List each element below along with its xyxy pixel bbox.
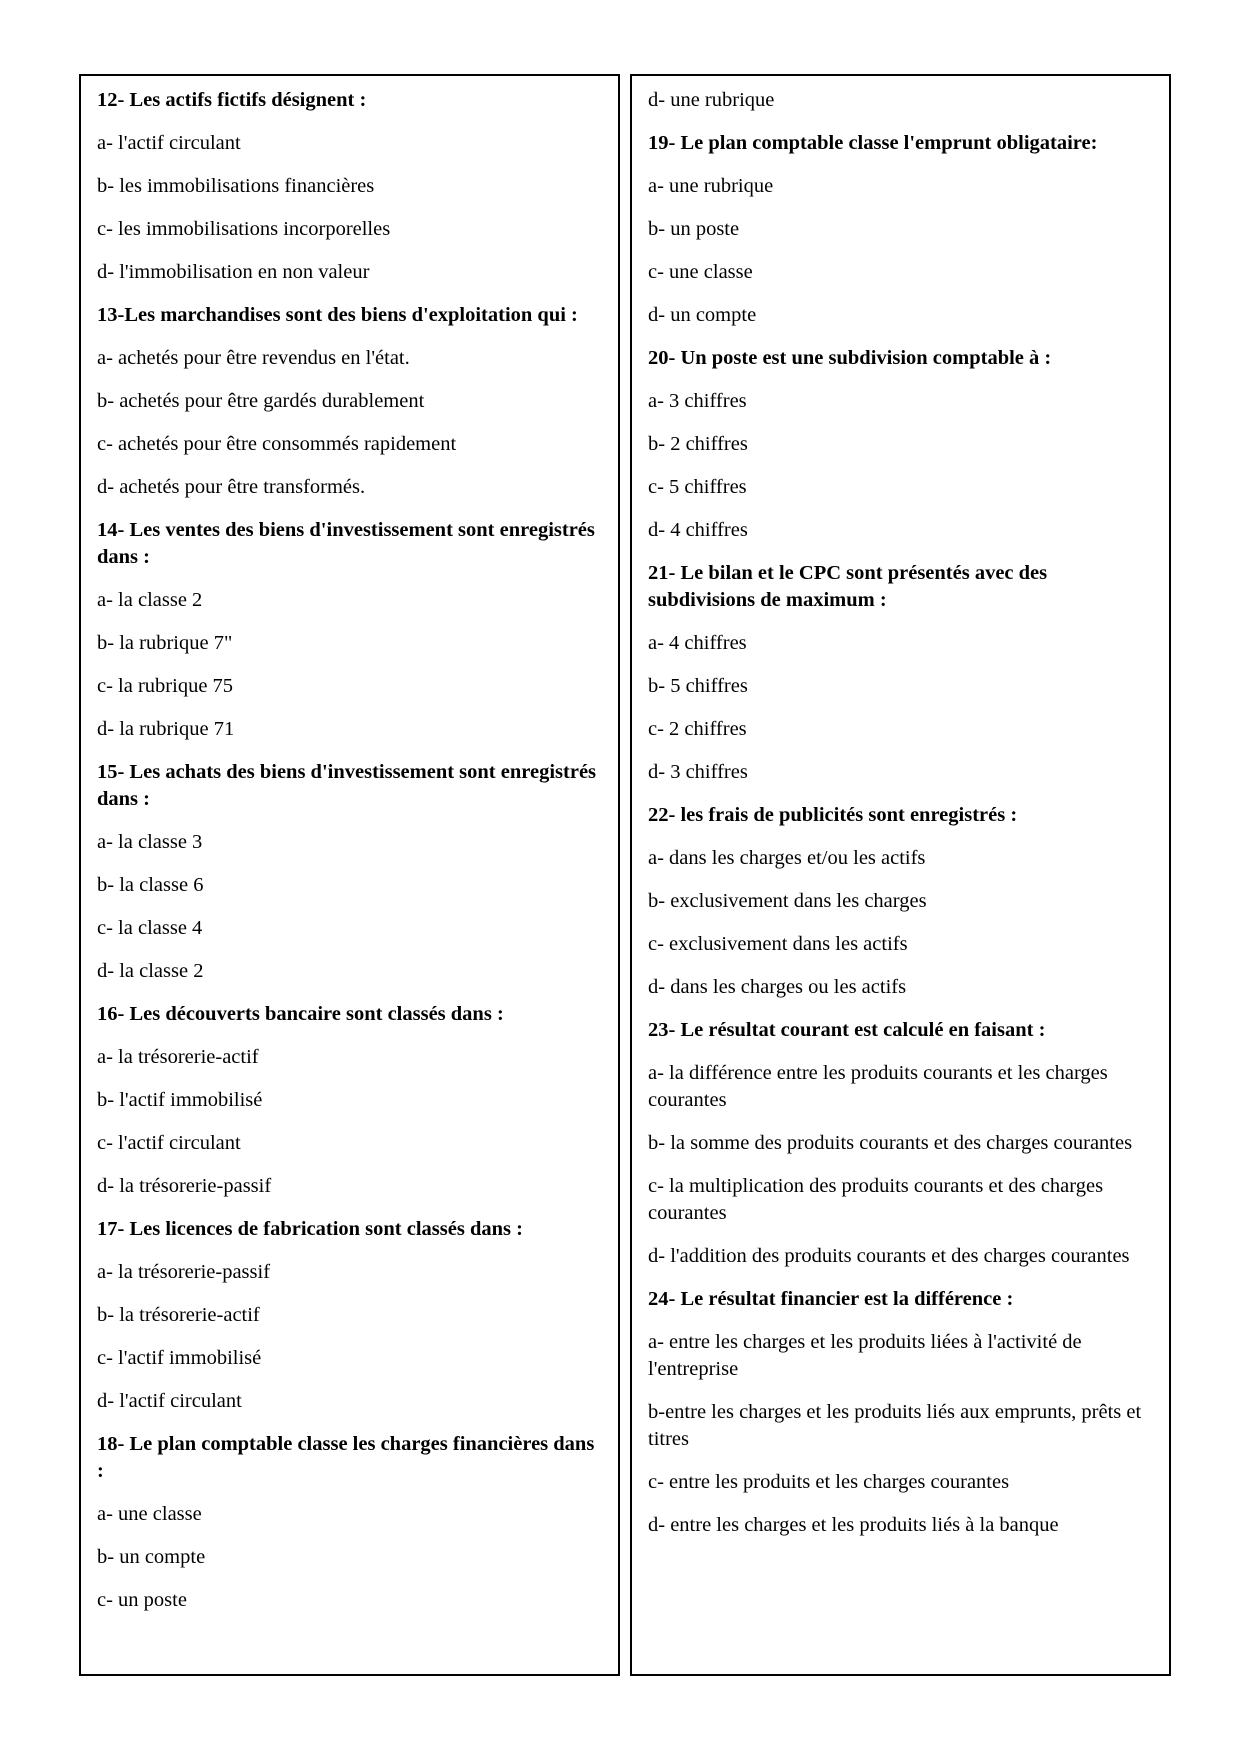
answer-option: c- un poste	[97, 1589, 187, 1611]
answer-option: d- dans les charges ou les actifs	[648, 976, 907, 998]
answer-option: a- dans les charges et/ou les actifs	[648, 847, 926, 869]
answer-option: b- achetés pour être gardés durablement	[97, 390, 425, 412]
answer-option: c- une classe	[648, 261, 753, 283]
question-heading: 15- Les achats des biens d'investissement sont enregistrés dans :	[97, 761, 597, 810]
question-heading: 22- les frais de publicités sont enregistrés :	[648, 804, 1018, 826]
question-heading: 20- Un poste est une subdivision comptable à :	[648, 347, 1052, 369]
answer-option: c- exclusivement dans les actifs	[648, 933, 908, 955]
answer-option: d- la classe 2	[97, 960, 204, 982]
answer-option: a- la différence entre les produits courants et les charges courantes	[648, 1062, 1108, 1111]
answer-option: b- exclusivement dans les charges	[648, 890, 927, 912]
answer-option: c- l'actif circulant	[97, 1132, 241, 1154]
answer-option: d- l'immobilisation en non valeur	[97, 261, 370, 283]
answer-option: b- les immobilisations financières	[97, 175, 375, 197]
answer-option: a- la classe 3	[97, 831, 203, 853]
answer-option: d- 3 chiffres	[648, 761, 748, 783]
answer-option: a- la classe 2	[97, 589, 203, 611]
question-heading: 24- Le résultat financier est la différence :	[648, 1288, 1014, 1310]
answer-option: b- la trésorerie-actif	[97, 1304, 260, 1326]
question-heading: 13-Les marchandises sont des biens d'exploitation qui :	[97, 304, 578, 326]
answer-option: a- la trésorerie-actif	[97, 1046, 259, 1068]
answer-option: b- la somme des produits courants et des charges courantes	[648, 1132, 1133, 1154]
answer-option: c- 5 chiffres	[648, 476, 747, 498]
question-heading: 16- Les découverts bancaire sont classés dans :	[97, 1003, 504, 1025]
answer-option: c- la classe 4	[97, 917, 203, 939]
answer-option: b- la classe 6	[97, 874, 204, 896]
answer-option: d- une rubrique	[648, 89, 775, 111]
question-heading: 19- Le plan comptable classe l'emprunt obligataire:	[648, 132, 1098, 154]
answer-option: b- l'actif immobilisé	[97, 1089, 263, 1111]
answer-option: d- la rubrique 71	[97, 718, 235, 740]
answer-option: b- 2 chiffres	[648, 433, 748, 455]
question-heading: 18- Le plan comptable classe les charges financières dans :	[97, 1433, 595, 1482]
answer-option: b-entre les charges et les produits liés aux emprunts, prêts et titres	[648, 1401, 1142, 1450]
left-column	[79, 74, 620, 1676]
answer-option: c- la rubrique 75	[97, 675, 234, 697]
answer-option: a- achetés pour être revendus en l'état.	[97, 347, 410, 369]
answer-option: a- une rubrique	[648, 175, 774, 197]
answer-option: d- achetés pour être transformés.	[97, 476, 366, 498]
answer-option: b- un poste	[648, 218, 740, 240]
question-heading: 23- Le résultat courant est calculé en faisant :	[648, 1019, 1046, 1041]
answer-option: c- la multiplication des produits courants et des charges courantes	[648, 1175, 1104, 1224]
answer-option: b- 5 chiffres	[648, 675, 748, 697]
answer-option: a- 3 chiffres	[648, 390, 747, 412]
answer-option: c- achetés pour être consommés rapidement	[97, 433, 457, 455]
answer-option: a- 4 chiffres	[648, 632, 747, 654]
answer-option: d- 4 chiffres	[648, 519, 748, 541]
question-heading: 21- Le bilan et le CPC sont présentés avec des subdivisions de maximum :	[648, 562, 1048, 611]
question-heading: 14- Les ventes des biens d'investissement sont enregistrés dans :	[97, 519, 595, 568]
answer-option: c- l'actif immobilisé	[97, 1347, 262, 1369]
right-column	[630, 74, 1171, 1676]
answer-option: d- la trésorerie-passif	[97, 1175, 272, 1197]
answer-option: b- la rubrique 7"	[97, 632, 233, 654]
answer-option: a- l'actif circulant	[97, 132, 241, 154]
answer-option: d- un compte	[648, 304, 757, 326]
answer-option: c- 2 chiffres	[648, 718, 747, 740]
answer-option: d- l'actif circulant	[97, 1390, 242, 1412]
question-heading: 12- Les actifs fictifs désignent :	[97, 89, 367, 111]
answer-option: a- une classe	[97, 1503, 202, 1525]
question-heading: 17- Les licences de fabrication sont classés dans :	[97, 1218, 523, 1240]
answer-option: a- la trésorerie-passif	[97, 1261, 271, 1283]
answer-option: a- entre les charges et les produits liées à l'activité de l'entreprise	[648, 1331, 1082, 1380]
answer-option: b- un compte	[97, 1546, 206, 1568]
answer-option: d- entre les charges et les produits liés à la banque	[648, 1514, 1059, 1536]
answer-option: c- les immobilisations incorporelles	[97, 218, 391, 240]
answer-option: d- l'addition des produits courants et des charges courantes	[648, 1245, 1130, 1267]
answer-option: c- entre les produits et les charges courantes	[648, 1471, 1010, 1493]
